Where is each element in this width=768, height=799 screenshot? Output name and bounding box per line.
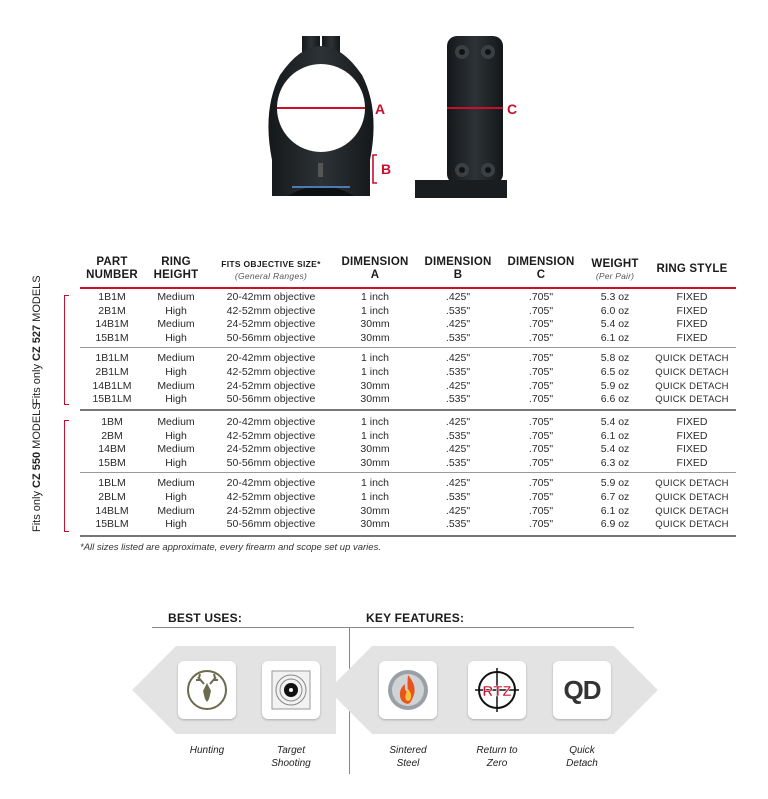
cell-part-number: 2BLM [98, 491, 126, 503]
cell-weight: 6.1 oz [600, 504, 630, 517]
cell-part-number: 2BM [101, 429, 123, 442]
cz527-bracket [64, 295, 69, 405]
cell-ring-style: QUICK DETACH [655, 519, 729, 531]
cell-part-number: 15BM [98, 456, 126, 469]
cell-ring-height: High [165, 429, 187, 442]
cell-dim-b: .535" [445, 518, 471, 531]
cell-dim-a: 30mm [360, 456, 390, 469]
cell-ring-height: Medium [157, 504, 195, 517]
cell-ring-style: QUICK DETACH [655, 353, 729, 365]
table-row [80, 291, 736, 305]
section-rule [152, 627, 634, 628]
header-ring-height: RING HEIGHT [153, 256, 199, 281]
cell-dim-b: .535" [445, 331, 471, 344]
header-rule [80, 287, 736, 289]
cell-ring-style: FIXED [676, 429, 708, 442]
cell-part-number: 14B1M [95, 318, 129, 331]
cell-ring-style: QUICK DETACH [655, 380, 729, 392]
table-row [80, 443, 736, 457]
cell-dim-c: .705" [528, 366, 554, 378]
cell-ring-height: Medium [157, 379, 195, 392]
cell-ring-style: QUICK DETACH [655, 367, 729, 378]
header-weight: WEIGHT (Per Pair) [591, 257, 639, 281]
cell-dim-b: .425" [445, 379, 471, 392]
table-header [80, 251, 736, 287]
header-dim-a: DIMENSION A [341, 256, 409, 281]
cell-ring-style: FIXED [676, 456, 708, 469]
cz550-bracket [64, 420, 69, 532]
cell-weight: 5.9 oz [600, 477, 630, 490]
hunting-caption: Hunting [189, 745, 225, 756]
deer-icon [186, 669, 228, 711]
rtz-icon [473, 666, 521, 714]
cell-objective: 24-52mm objective [226, 379, 316, 392]
cell-objective: 20-42mm objective [226, 352, 316, 365]
cell-objective: 50-56mm objective [226, 393, 316, 406]
cell-part-number: 15B1M [95, 331, 129, 344]
label-a: A [375, 101, 386, 117]
cell-objective: 24-52mm objective [226, 318, 316, 331]
cell-part-number: 1B1M [98, 291, 126, 303]
cell-objective: 42-52mm objective [226, 304, 316, 317]
cell-dim-b: .425" [445, 352, 471, 365]
cell-dim-a: 30mm [360, 318, 390, 331]
cell-objective: 20-42mm objective [226, 291, 316, 303]
cell-dim-c: .705" [528, 304, 554, 317]
cell-dim-c: .705" [528, 352, 554, 365]
cell-ring-style: FIXED [676, 318, 708, 331]
cell-weight: 6.1 oz [600, 331, 630, 344]
target-shooting-caption: Target Shooting [271, 745, 311, 769]
cell-objective: 50-56mm objective [226, 331, 316, 344]
label-b: B [381, 161, 392, 177]
table-row [80, 477, 736, 491]
cell-part-number: 14BLM [95, 504, 129, 517]
cell-objective: 24-52mm objective [226, 443, 316, 456]
subgroup-divider [80, 472, 736, 473]
cell-dim-b: .425" [445, 416, 471, 428]
cell-part-number: 15BLM [95, 518, 129, 531]
cell-dim-b: .425" [445, 443, 471, 456]
cell-dim-c: .705" [528, 393, 554, 406]
cell-dim-c: .705" [528, 504, 554, 517]
table-row [80, 352, 736, 366]
hunting-tile [178, 661, 236, 719]
cell-ring-height: Medium [157, 477, 195, 490]
label-c: C [507, 101, 518, 117]
cell-part-number: 1BLM [98, 477, 126, 490]
table-row [80, 366, 736, 380]
cell-objective: 42-52mm objective [226, 429, 316, 442]
table-row [80, 332, 736, 346]
header-dim-b: DIMENSION B [424, 256, 492, 281]
cell-dim-c: .705" [528, 491, 554, 503]
cell-objective: 20-42mm objective [226, 477, 316, 490]
cell-ring-style: FIXED [676, 304, 708, 317]
cell-dim-c: .705" [528, 291, 554, 303]
cell-ring-style: FIXED [676, 331, 708, 344]
cell-ring-height: Medium [157, 318, 195, 331]
cell-objective: 50-56mm objective [226, 456, 316, 469]
cell-part-number: 1B1LM [95, 352, 129, 365]
flame-icon [385, 667, 431, 713]
dimension-b-bracket [373, 155, 377, 183]
table-row [80, 505, 736, 519]
cell-dim-b: .535" [445, 366, 471, 378]
cell-weight: 6.1 oz [600, 429, 630, 442]
cell-dim-c: .705" [528, 318, 554, 331]
cell-weight: 6.7 oz [600, 491, 630, 503]
cell-dim-a: 1 inch [360, 304, 390, 317]
cell-ring-height: High [165, 366, 187, 378]
cell-part-number: 2B1M [98, 304, 126, 317]
cell-part-number: 1BM [101, 416, 123, 428]
header-objective: FITS OBJECTIVE SIZE* (General Ranges) [221, 258, 321, 281]
cell-dim-a: 30mm [360, 379, 390, 392]
cell-dim-a: 1 inch [360, 429, 390, 442]
table-bottom-rule [80, 535, 736, 537]
cell-ring-height: High [165, 393, 187, 406]
cell-weight: 6.9 oz [600, 518, 630, 531]
cell-dim-a: 1 inch [360, 291, 390, 303]
cell-ring-height: Medium [157, 291, 195, 303]
cell-objective: 20-42mm objective [226, 416, 316, 428]
cell-objective: 42-52mm objective [226, 366, 316, 378]
footnote: *All sizes listed are approximate, every firearm and scope set up varies. [80, 542, 381, 553]
cell-dim-c: .705" [528, 456, 554, 469]
cell-dim-b: .535" [445, 456, 471, 469]
target-icon [269, 668, 313, 712]
cell-objective: 42-52mm objective [226, 491, 316, 503]
cell-ring-style: QUICK DETACH [655, 394, 729, 406]
cell-ring-height: High [165, 456, 187, 469]
header-part-number: PART NUMBER [86, 256, 138, 281]
cell-weight: 5.4 oz [600, 443, 630, 456]
cell-ring-height: High [165, 518, 187, 531]
ring-front-view [268, 36, 373, 196]
cell-ring-style: QUICK DETACH [655, 478, 729, 490]
table-row [80, 380, 736, 394]
cell-dim-b: .535" [445, 491, 471, 503]
cell-dim-c: .705" [528, 477, 554, 490]
cell-ring-height: High [165, 331, 187, 344]
ring-side-view [415, 36, 507, 198]
cell-dim-a: 1 inch [360, 416, 390, 428]
cell-dim-a: 30mm [360, 443, 390, 456]
cell-objective: 50-56mm objective [226, 518, 316, 531]
header-ring-style: RING STYLE [656, 262, 728, 275]
cell-dim-a: 30mm [360, 393, 390, 406]
table-row [80, 518, 736, 532]
cell-dim-c: .705" [528, 379, 554, 392]
cell-weight: 6.0 oz [600, 304, 630, 317]
cell-part-number: 14BM [98, 443, 126, 456]
cell-ring-style: FIXED [676, 443, 708, 456]
table-row [80, 318, 736, 332]
cell-dim-a: 1 inch [360, 366, 390, 378]
cell-ring-height: Medium [157, 416, 195, 428]
sintered-steel-caption: Sintered Steel [389, 745, 427, 769]
cell-dim-c: .705" [528, 416, 554, 428]
qd-icon: QD [563, 674, 601, 705]
cell-dim-b: .535" [445, 429, 471, 442]
cell-dim-c: .705" [528, 443, 554, 456]
cell-weight: 5.8 oz [600, 352, 630, 365]
cell-ring-height: Medium [157, 443, 195, 456]
cell-part-number: 15B1LM [92, 393, 132, 406]
cell-weight: 5.4 oz [600, 416, 630, 428]
quick-detach-tile [553, 661, 611, 719]
table-row [80, 416, 736, 430]
svg-text:RTZ: RTZ [482, 683, 512, 700]
quick-detach-caption: Quick Detach [566, 745, 598, 769]
cz550-label: Fits only CZ 550 MODELS [31, 402, 43, 532]
cell-dim-a: 1 inch [360, 352, 390, 365]
cell-weight: 6.5 oz [600, 366, 630, 378]
table-row [80, 457, 736, 471]
best-uses-title: BEST USES: [168, 611, 243, 625]
target-shooting-tile [262, 661, 320, 719]
cell-dim-a: 1 inch [360, 491, 390, 503]
table-row [80, 430, 736, 444]
cell-ring-height: High [165, 304, 187, 317]
cell-dim-b: .535" [445, 393, 471, 406]
cell-ring-style: QUICK DETACH [655, 505, 729, 517]
header-dim-c: DIMENSION C [507, 256, 575, 281]
cell-dim-c: .705" [528, 429, 554, 442]
group-divider [80, 409, 736, 411]
cz527-label: Fits only CZ 527 MODELS [31, 275, 43, 405]
cell-dim-a: 30mm [360, 331, 390, 344]
cell-ring-style: FIXED [676, 291, 708, 303]
cell-dim-b: .425" [445, 477, 471, 490]
subgroup-divider [80, 347, 736, 348]
table-row [80, 491, 736, 505]
cell-weight: 5.4 oz [600, 318, 630, 331]
cell-ring-style: FIXED [676, 416, 708, 428]
cell-dim-a: 1 inch [360, 477, 390, 490]
ring-diagram [0, 0, 768, 215]
cell-part-number: 2B1LM [95, 366, 129, 378]
table-row [80, 393, 736, 407]
cell-dim-b: .535" [445, 304, 471, 317]
cell-dim-c: .705" [528, 331, 554, 344]
return-to-zero-caption: Return to Zero [476, 745, 518, 769]
cell-dim-a: 30mm [360, 518, 390, 531]
cell-part-number: 14B1LM [92, 379, 132, 392]
cell-weight: 5.3 oz [600, 291, 630, 303]
key-features-title: KEY FEATURES: [366, 611, 465, 625]
cell-dim-b: .425" [445, 504, 471, 517]
cell-dim-c: .705" [528, 518, 554, 531]
cell-dim-a: 30mm [360, 504, 390, 517]
table-row [80, 305, 736, 319]
cell-weight: 6.3 oz [600, 456, 630, 469]
cell-ring-height: Medium [157, 352, 195, 365]
cell-ring-height: High [165, 491, 187, 503]
cell-weight: 5.9 oz [600, 379, 630, 392]
cell-weight: 6.6 oz [600, 393, 630, 406]
cell-dim-b: .425" [445, 318, 471, 331]
sintered-steel-tile [379, 661, 437, 719]
cell-objective: 24-52mm objective [226, 504, 316, 517]
cell-dim-b: .425" [445, 291, 471, 303]
return-to-zero-tile [468, 661, 526, 719]
cell-ring-style: QUICK DETACH [655, 492, 729, 503]
